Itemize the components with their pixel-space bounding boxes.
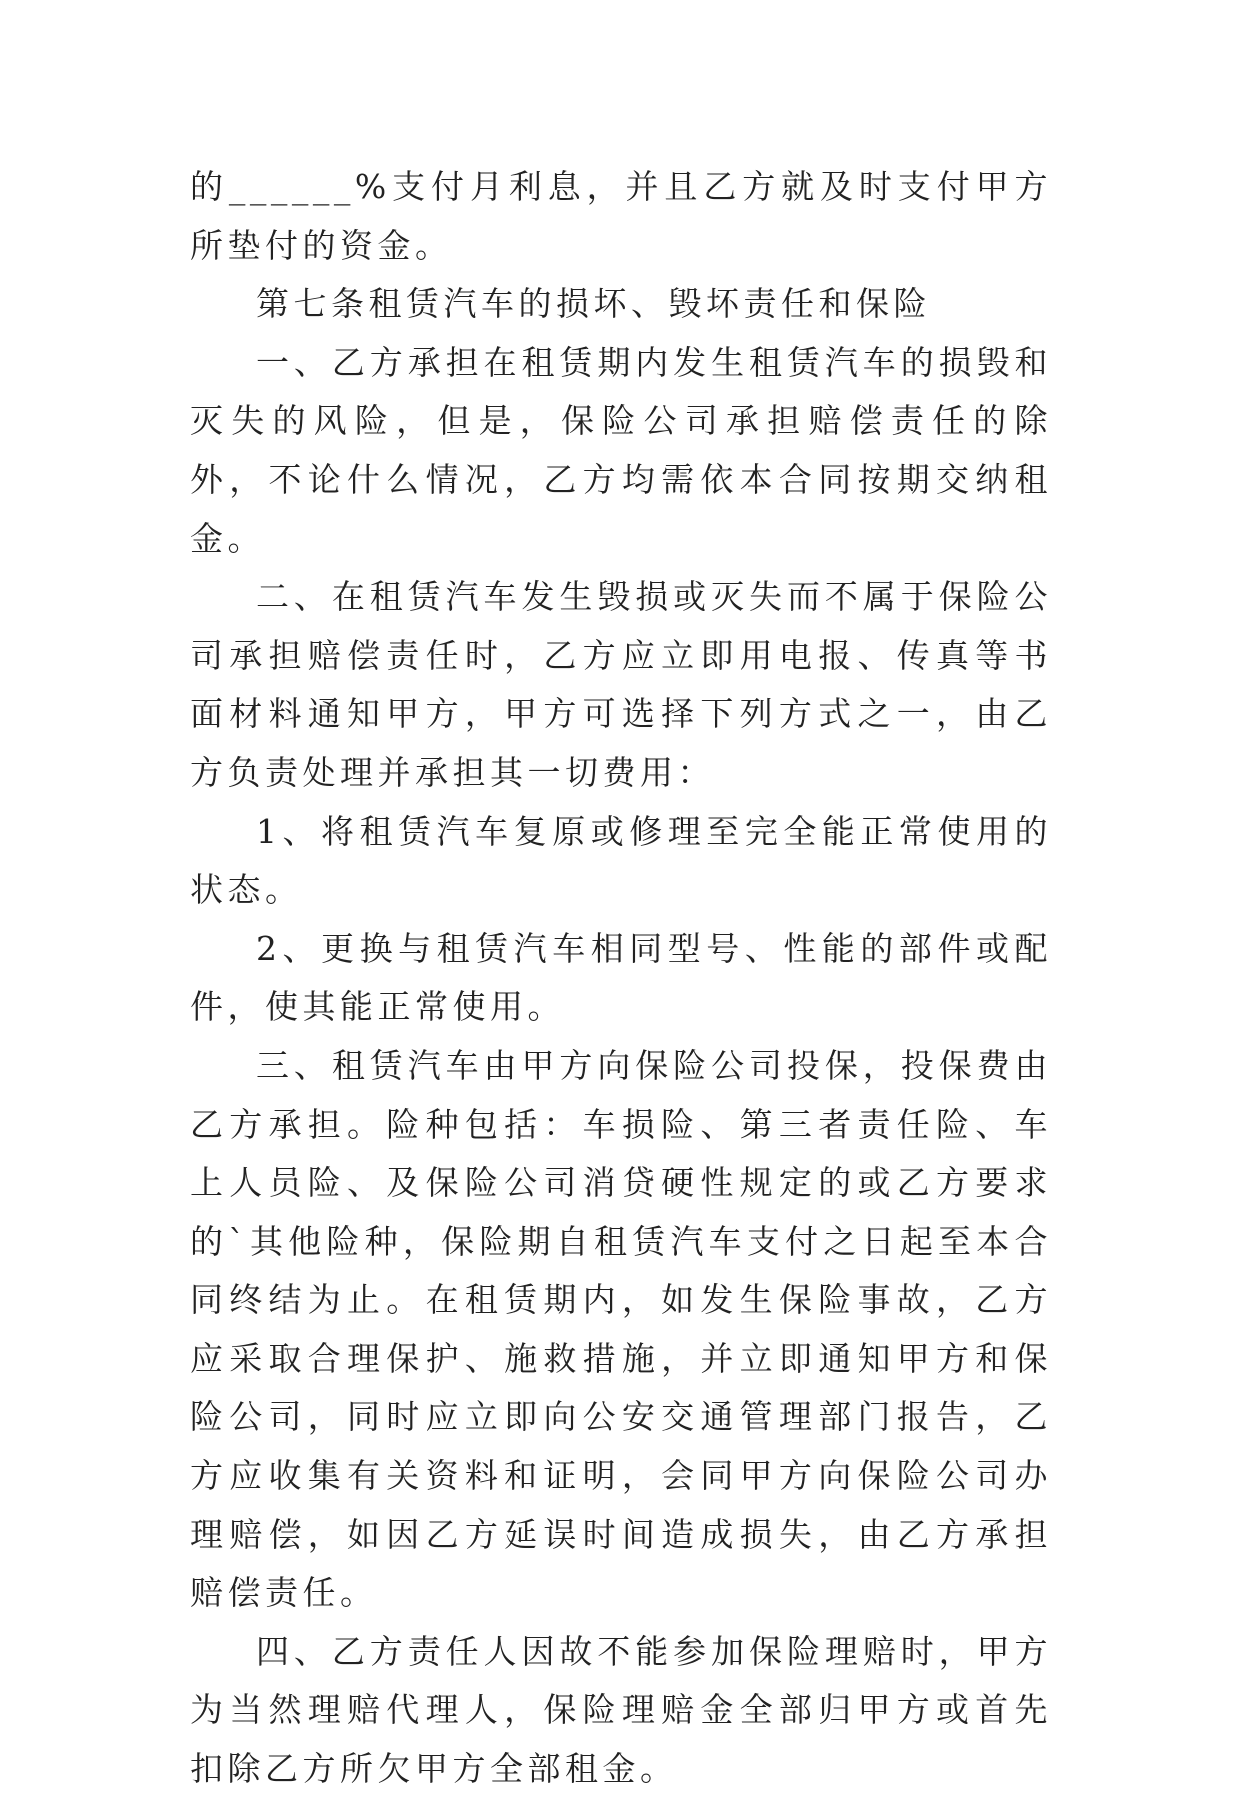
clause-three: 三、租赁汽车由甲方向保险公司投保，投保费由乙方承担。险种包括：车损险、第三者责任险、车上人员险、及保险公司消贷硬性规定的或乙方要求的`其他险种，保险期自租赁汽车支付之日起至本合同终结为止。在租赁期内，如发生保险事故，乙方应采取合理保护、施救措施，并立即通知甲方和保险公司，同时应立即向公安交通管理部门报告，乙方应收集有关资料和证明，会同甲方向保险公司办理赔偿，如因乙方延误时间造成损失，由乙方承担赔偿责任。 xyxy=(190,1045,1052,1613)
paragraph-interest-continuation: 的______%支付月利息，并且乙方就及时支付甲方所垫付的资金。 xyxy=(190,167,1052,265)
clause-one: 一、乙方承担在租赁期内发生租赁汽车的损毁和灭失的风险，但是，保险公司承担赔偿责任的除外，不论什么情况，乙方均需依本合同按期交纳租金。 xyxy=(190,342,1052,558)
document-body xyxy=(190,158,1052,1799)
option-one: 1、将租赁汽车复原或修理至完全能正常使用的状态。 xyxy=(190,811,1052,910)
option-two: 2、更换与租赁汽车相同型号、性能的部件或配件，使其能正常使用。 xyxy=(190,928,1052,1027)
clause-four: 四、乙方责任人因故不能参加保险理赔时，甲方为当然理赔代理人，保险理赔金全部归甲方或首先扣除乙方所欠甲方全部租金。 xyxy=(190,1631,1052,1789)
article-seven-heading: 第七条租赁汽车的损坏、毁坏责任和保险 xyxy=(256,284,931,324)
clause-two: 二、在租赁汽车发生毁损或灭失而不属于保险公司承担赔偿责任时，乙方应立即用电报、传真等书面材料通知甲方，甲方可选择下列方式之一，由乙方负责处理并承担其一切费用： xyxy=(190,577,1052,792)
